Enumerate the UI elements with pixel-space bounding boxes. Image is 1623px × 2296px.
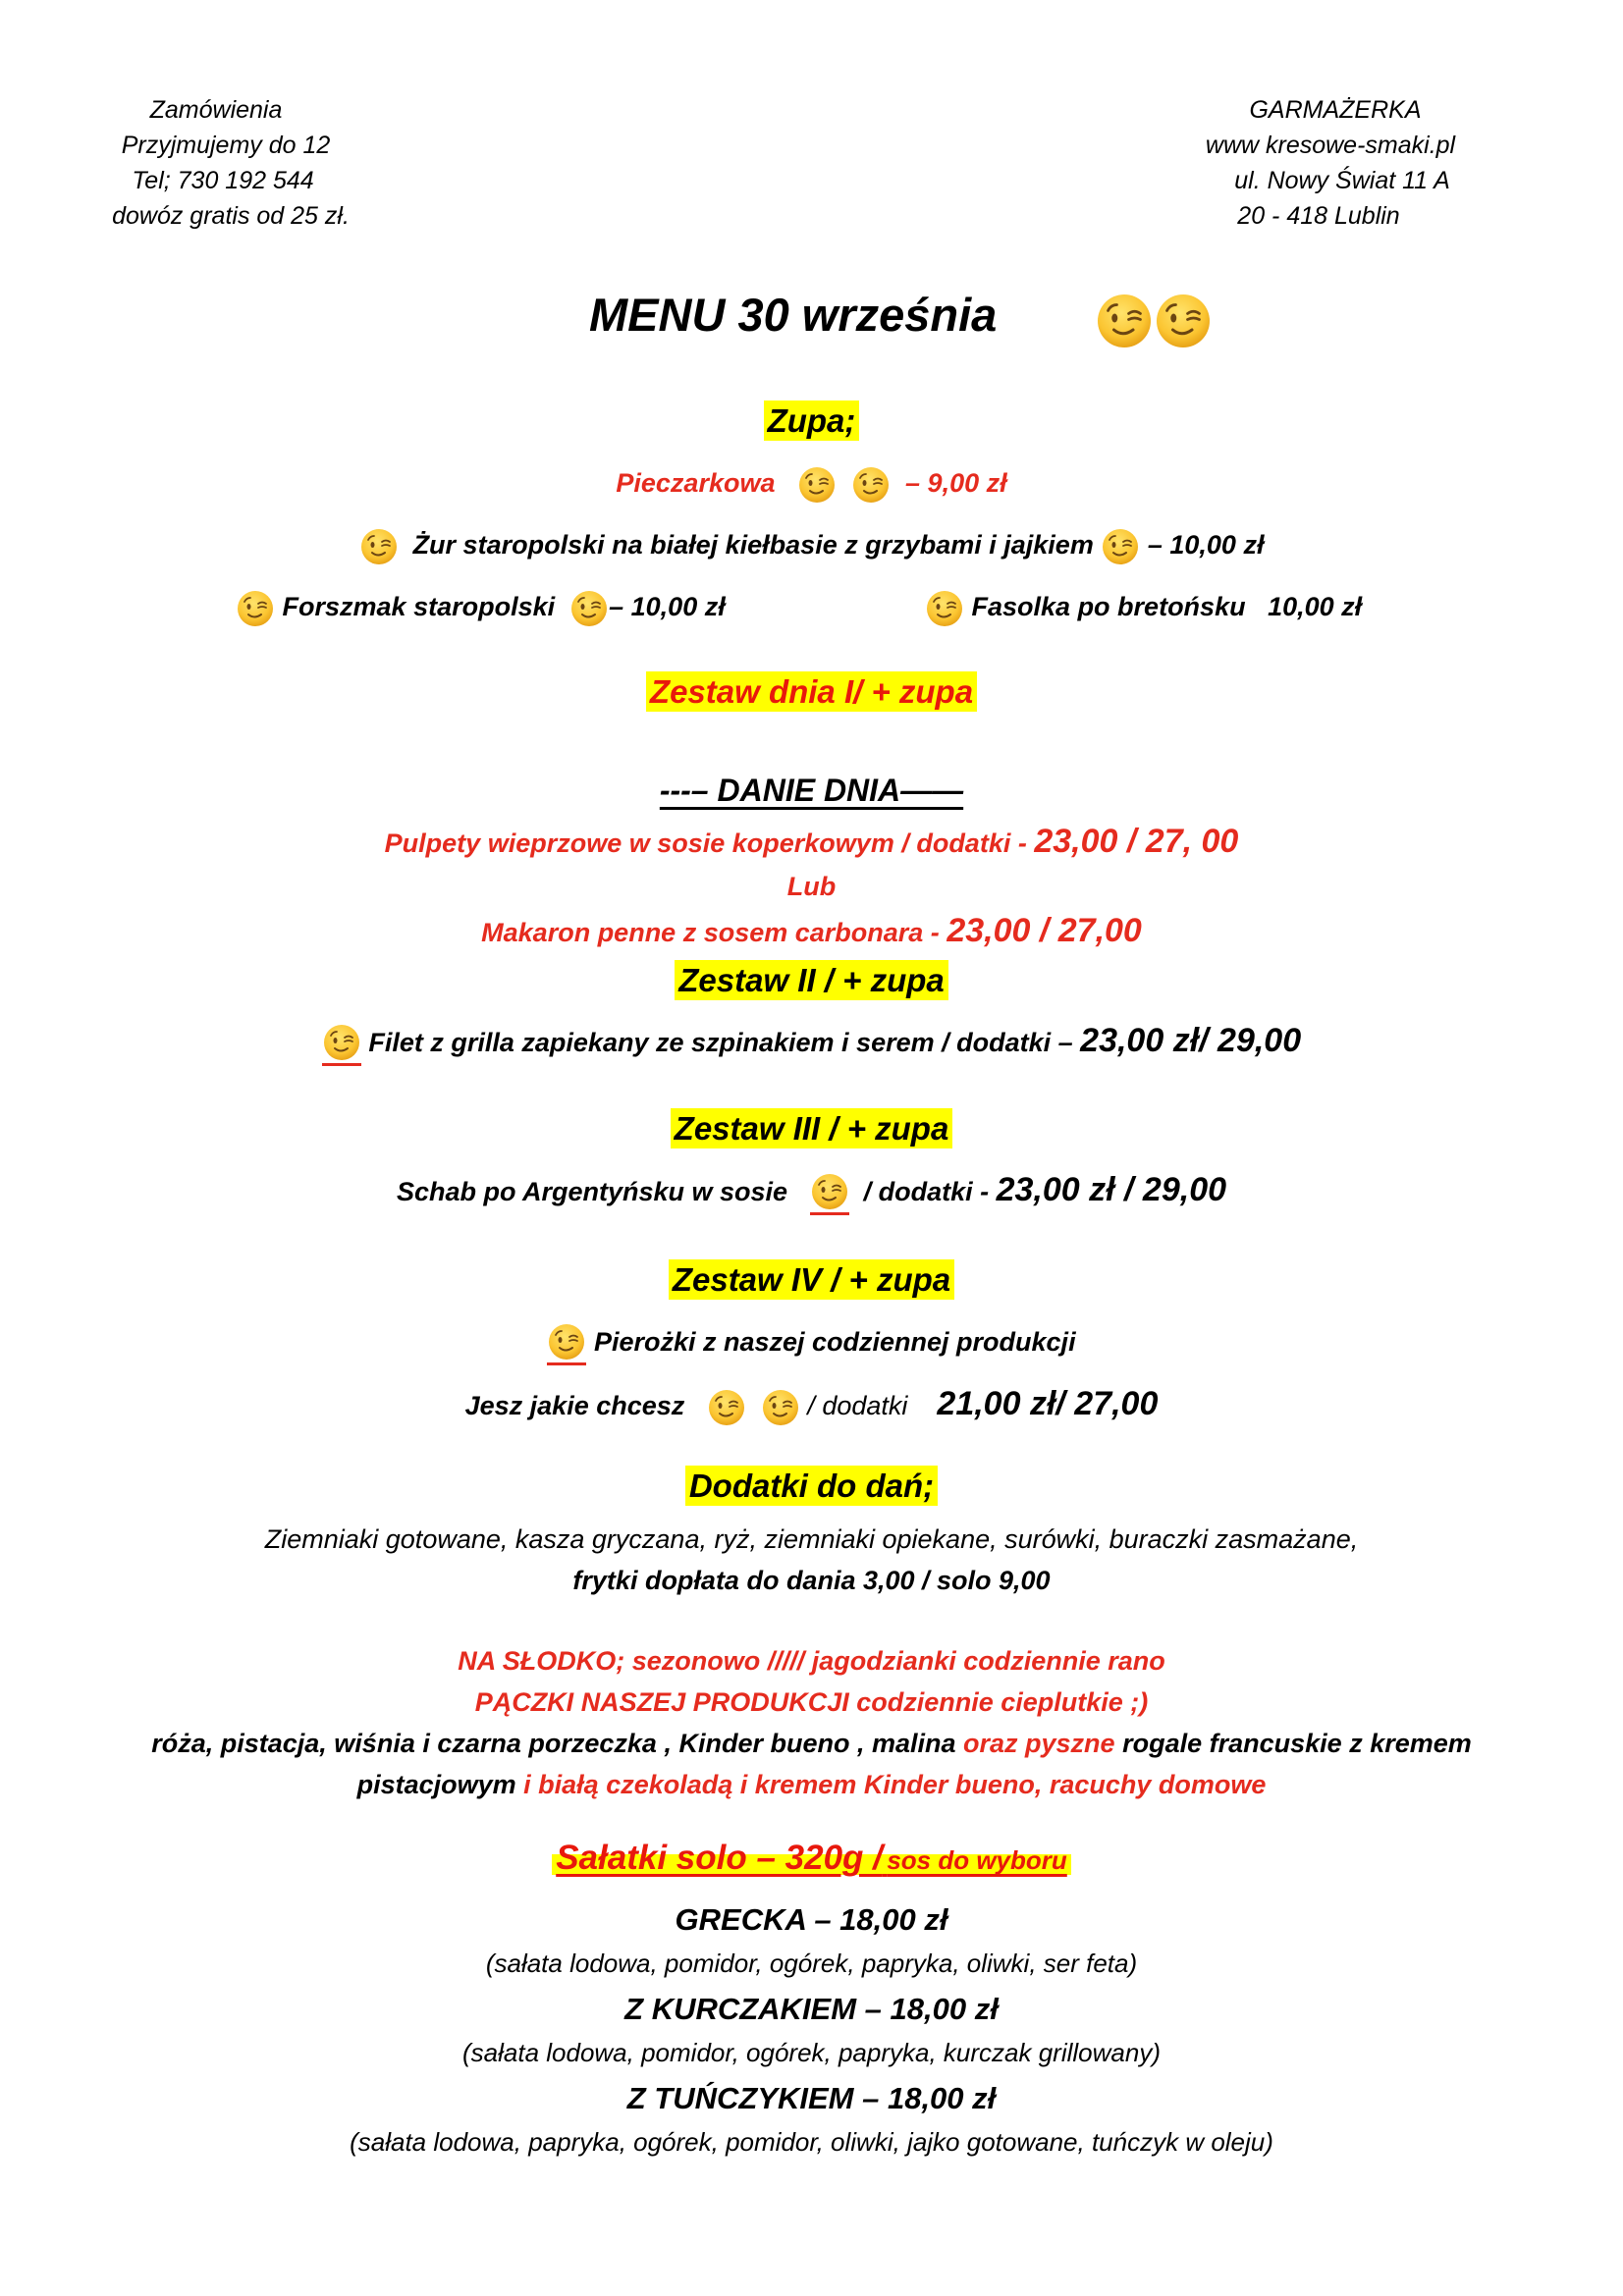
website-link[interactable]: www kresowe-smaki.pl: [1205, 132, 1456, 159]
set4-heading: Zestaw IV / + zupa: [669, 1259, 954, 1300]
sweets-line-4: [0, 1770, 1623, 1800]
sweets-line-3: [0, 1729, 1623, 1759]
set1-item-makaron: [0, 912, 1623, 950]
item-price: 23,00 zł/ 29,00: [1080, 1022, 1302, 1059]
pistachio-text: pistacjowym: [356, 1770, 516, 1799]
set4-item-pierozki: [0, 1322, 1623, 1365]
sweets-line-2: [0, 1687, 1623, 1718]
salads-heading-row: [0, 1839, 1623, 1878]
page-title: MENU 30 września: [589, 289, 998, 341]
set2-item-filet: [0, 1022, 1623, 1066]
soup-item-fasolka: [925, 589, 1362, 628]
fries-info-text: frytki dopłata do dania 3,00 / solo 9,00: [572, 1566, 1051, 1595]
daily-dish-heading-row: [0, 773, 1623, 809]
set4-heading-row: [0, 1261, 1623, 1299]
salad-desc-kurczak: (sałata lodowa, pomidor, ogórek, papryka, kurczak grillowany): [461, 2038, 1161, 2067]
salad-item-name: [0, 1902, 1623, 1938]
item-name: Pieczarkowa: [616, 468, 776, 499]
more-sweets-text: i białą czekoladą i kremem Kinder bueno, racuchy domowe: [523, 1770, 1267, 1799]
sides-heading-row: [0, 1468, 1623, 1505]
salad-name-kurczak: Z KURCZAKIEM – 18,00 zł: [624, 1992, 999, 2026]
salad-item-desc: [0, 2038, 1623, 2068]
winking-face-icon: [547, 1322, 586, 1365]
header-left: [79, 92, 373, 234]
salad-item-desc: [0, 1949, 1623, 1979]
soup-heading-row: [0, 402, 1623, 440]
item-sides-label: / dodatki -: [863, 1177, 990, 1206]
winking-face-icon: [1154, 292, 1213, 350]
item-price: – 9,00 zł: [905, 468, 1007, 499]
title-emojis: [1095, 292, 1213, 350]
set3-heading-row: [0, 1110, 1623, 1148]
salad-name-grecka: GRECKA – 18,00 zł: [675, 1902, 948, 1937]
winking-face-icon: [797, 465, 837, 505]
delivery-info: dowóz gratis od 25 zł.: [112, 202, 350, 230]
item-price: 23,00 zł / 29,00: [996, 1171, 1227, 1208]
business-name: GARMAŻERKA: [1249, 96, 1422, 124]
item-price: 23,00 / 27, 00: [1034, 823, 1239, 860]
or-label: Lub: [786, 872, 837, 901]
salad-item-desc: [0, 2127, 1623, 2158]
set1-item-pulpety: [0, 823, 1623, 861]
item-price: 21,00 zł/ 27,00: [937, 1385, 1159, 1422]
flavors-text: róża, pistacja, wiśnia i czarna porzeczka , Kinder bueno , malina: [151, 1729, 956, 1758]
item-name: Filet z grilla zapiekany ze szpinakiem i serem / dodatki –: [368, 1028, 1073, 1057]
set1-heading-row: [0, 673, 1623, 711]
item-name: Makaron penne z sosem carbonara -: [481, 918, 940, 947]
item-name: Forszmak staropolski: [282, 592, 556, 622]
salad-name-tunczyk: Z TUŃCZYKIEM – 18,00 zł: [626, 2081, 997, 2115]
sides-list: [0, 1524, 1623, 1555]
set3-item-schab: [0, 1171, 1623, 1215]
item-price: – 10,00 zł: [609, 592, 726, 622]
item-name: Pulpety wieprzowe w sosie koperkowym / dodatki -: [384, 828, 1027, 858]
salads-heading: [552, 1839, 1071, 1877]
phone-number: Tel; 730 192 544: [132, 167, 314, 194]
item-name: Żur staropolski na białej kiełbasie z grzybami i jajkiem: [412, 530, 1094, 561]
or-label-row: [0, 872, 1623, 902]
winking-face-icon: [1095, 292, 1154, 350]
salad-item-name: [0, 2081, 1623, 2116]
item-price: – 10,00 zł: [1147, 530, 1265, 561]
item-name: Fasolka po bretońsku: [971, 592, 1246, 622]
soup-heading: Zupa;: [764, 400, 860, 441]
salads-heading-sauce: sos do wyboru: [887, 1845, 1067, 1875]
sides-list-text: Ziemniaki gotowane, kasza gryczana, ryż, ziemniaki opiekane, surówki, buraczki zasmażane,: [264, 1524, 1359, 1554]
winking-face-icon: [851, 465, 891, 505]
croissants-text: rogale francuskie z kremem: [1122, 1729, 1472, 1758]
salad-desc-grecka: (sałata lodowa, pomidor, ogórek, papryka, oliwki, ser feta): [485, 1949, 1138, 1978]
item-name: Jesz jakie chcesz: [464, 1391, 685, 1420]
set2-heading: Zestaw II / + zupa: [675, 960, 948, 1000]
soup-item-forszmak: [236, 589, 726, 628]
header-right: [1178, 92, 1483, 234]
item-name: Pierożki z naszej codziennej produkcji: [593, 1327, 1076, 1358]
salad-item-name: [0, 1992, 1623, 2027]
item-name: Schab po Argentyńsku w sosie: [396, 1177, 788, 1206]
daily-dish-heading: ---– DANIE DNIA——: [659, 773, 964, 808]
set1-heading: Zestaw dnia I/ + zupa: [646, 671, 977, 712]
soup-item-zur: [0, 527, 1623, 566]
orders-until: Przyjmujemy do 12: [121, 132, 331, 159]
connector-text: oraz pyszne: [963, 1729, 1115, 1758]
winking-face-icon: [810, 1172, 849, 1215]
set2-heading-row: [0, 962, 1623, 999]
fries-info: [0, 1566, 1623, 1596]
winking-face-icon: [1101, 527, 1140, 566]
winking-face-icon: [236, 589, 275, 628]
city-address: 20 - 418 Lublin: [1237, 202, 1400, 230]
sweets-line-1: [0, 1646, 1623, 1677]
winking-face-icon: [322, 1023, 361, 1066]
donuts-text: PĄCZKI NASZEJ PRODUKCJI codziennie cieplutkie ;): [474, 1687, 1149, 1717]
sweets-text: NA SŁODKO; sezonowo ///// jagodzianki codziennie rano: [458, 1646, 1165, 1676]
salad-desc-tunczyk: (sałata lodowa, papryka, ogórek, pomidor, oliwki, jajko gotowane, tuńczyk w oleju): [350, 2127, 1273, 2157]
winking-face-icon: [707, 1388, 746, 1427]
orders-label: Zamówienia: [149, 96, 283, 124]
salads-heading-main: Sałatki solo – 320g /: [556, 1839, 883, 1877]
sides-heading: Dodatki do dań;: [685, 1466, 938, 1506]
winking-face-icon: [359, 527, 399, 566]
set4-item-jesz: [0, 1385, 1623, 1427]
winking-face-icon: [569, 589, 609, 628]
street-address: ul. Nowy Świat 11 A: [1234, 167, 1450, 194]
item-sides-label: / dodatki: [807, 1391, 908, 1420]
soup-item-pieczarkowa: [0, 465, 1623, 505]
winking-face-icon: [925, 589, 964, 628]
winking-face-icon: [761, 1388, 800, 1427]
item-price: 10,00 zł: [1268, 592, 1363, 622]
set3-heading: Zestaw III / + zupa: [671, 1108, 953, 1148]
item-price: 23,00 / 27,00: [947, 912, 1142, 949]
